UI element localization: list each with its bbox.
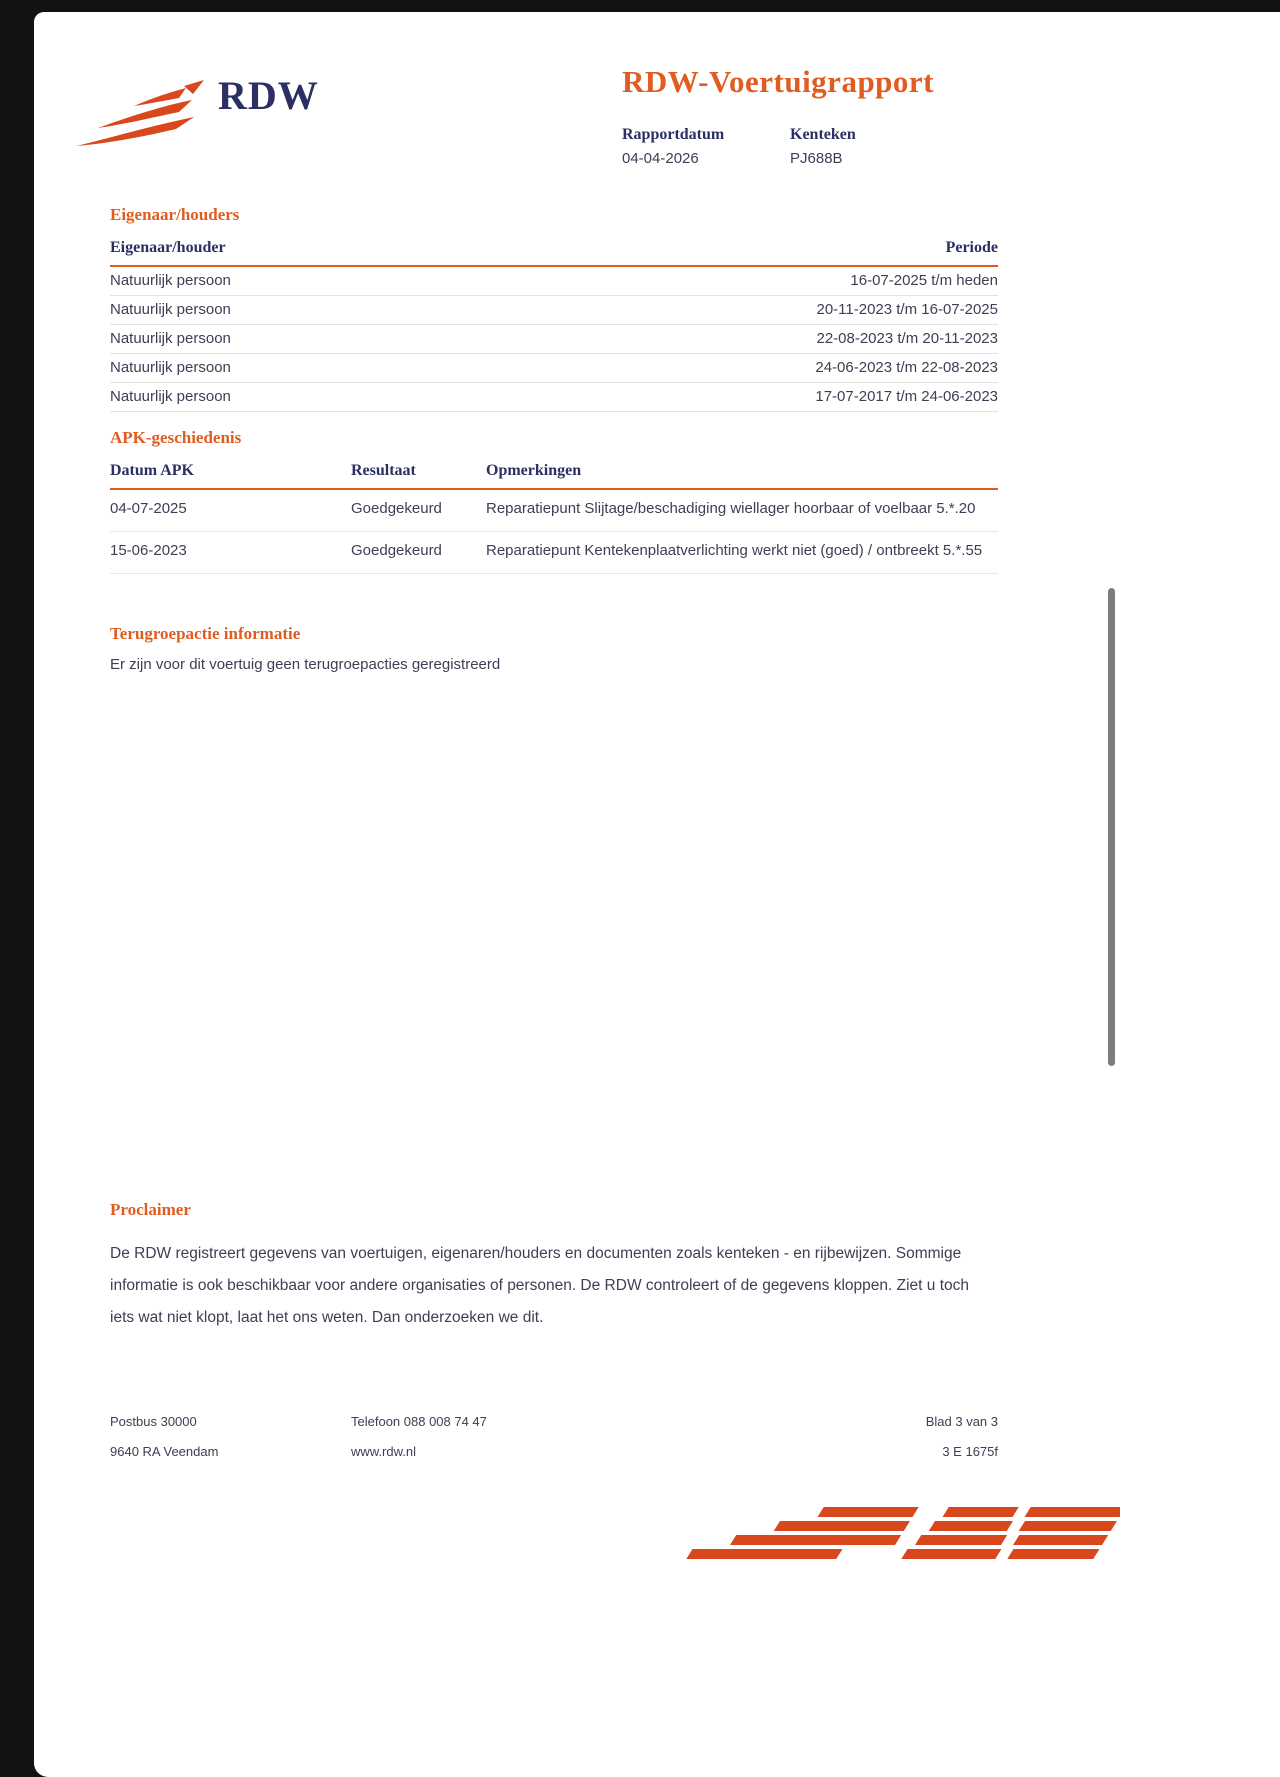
owner-cell: Natuurlijk persoon xyxy=(110,388,231,405)
apk-table xyxy=(110,458,998,574)
apk-col-result: Resultaat xyxy=(351,462,416,479)
recall-text: Er zijn voor dit voertuig geen terugroepacties geregistreerd xyxy=(110,656,501,673)
report-date-label: Rapportdatum xyxy=(622,126,725,143)
apk-section-title: APK-geschiedenis xyxy=(110,428,242,447)
owners-col-period: Periode xyxy=(945,239,998,256)
apk-section xyxy=(110,428,998,574)
period-cell: 22-08-2023 t/m 20-11-2023 xyxy=(816,330,998,347)
page-title: RDW-Voertuigrapport xyxy=(622,64,935,99)
document-page xyxy=(34,12,1280,1777)
apk-date-cell: 15-06-2023 xyxy=(110,541,187,559)
owners-section xyxy=(110,205,998,412)
owner-cell: Natuurlijk persoon xyxy=(110,330,231,347)
license-plate-value: PJ688B xyxy=(790,150,843,167)
apk-remarks-cell: Reparatiepunt Slijtage/beschadiging wiellager hoorbaar of voelbaar 5.*.20 xyxy=(486,500,976,517)
apk-table-header xyxy=(110,458,998,490)
report-date-value: 04-04-2026 xyxy=(622,150,699,167)
recall-section-title: Terugroepactie informatie xyxy=(110,624,301,643)
table-row xyxy=(110,490,998,532)
apk-result-cell: Goedgekeurd xyxy=(351,541,442,559)
footer-website: www.rdw.nl xyxy=(351,1444,417,1459)
scrollbar-thumb[interactable] xyxy=(1108,588,1115,1066)
owners-col-owner: Eigenaar/houder xyxy=(110,239,226,256)
footer-page-indicator: Blad 3 van 3 xyxy=(925,1414,998,1429)
owner-cell: Natuurlijk persoon xyxy=(110,359,231,376)
owner-cell: Natuurlijk persoon xyxy=(110,272,231,289)
apk-col-remarks: Opmerkingen xyxy=(486,462,582,479)
proclaimer-text: De RDW registreert gegevens van voertuigen, eigenaren/houders en documenten zoals kenteken - en rijbewijzen. Sommige informatie is ook beschikbaar voor andere organisaties of personen. De RDW controleert of de gegevens kloppen. Ziet u toch iets wat niet klopt, laat het ons weten. Dan onderzoeken we dit. xyxy=(110,1245,970,1326)
table-row xyxy=(110,532,998,574)
owners-section-title: Eigenaar/houders xyxy=(110,205,240,224)
proclaimer-section xyxy=(110,1200,998,1333)
owners-table-header xyxy=(110,235,998,267)
period-cell: 17-07-2017 t/m 24-06-2023 xyxy=(815,388,998,405)
period-cell: 24-06-2023 t/m 22-08-2023 xyxy=(815,359,998,376)
period-cell: 16-07-2025 t/m heden xyxy=(850,272,998,289)
apk-result-cell: Goedgekeurd xyxy=(351,500,442,517)
rdw-logo-text: RDW xyxy=(218,73,319,118)
license-plate-block xyxy=(790,126,856,167)
owner-cell: Natuurlijk persoon xyxy=(110,301,231,318)
period-cell: 20-11-2023 t/m 16-07-2025 xyxy=(816,301,998,318)
recall-section xyxy=(110,624,998,673)
table-row xyxy=(110,296,998,325)
table-row xyxy=(110,325,998,354)
owners-table xyxy=(110,235,998,412)
table-row xyxy=(110,354,998,383)
apk-col-date: Datum APK xyxy=(110,462,194,479)
report-date-block xyxy=(622,126,724,167)
proclaimer-title: Proclaimer xyxy=(110,1200,191,1219)
table-row xyxy=(110,383,998,412)
footer-address-line1: Postbus 30000 xyxy=(110,1414,197,1429)
apk-remarks-cell: Reparatiepunt Kentekenplaatverlichting werkt niet (goed) / ontbreekt 5.*.55 xyxy=(486,541,983,559)
license-plate-label: Kenteken xyxy=(790,126,856,143)
footer-form-code: 3 E 1675f xyxy=(942,1444,998,1459)
rdw-stripes-icon xyxy=(650,1505,1120,1567)
apk-date-cell: 04-07-2025 xyxy=(110,500,187,517)
footer-phone: Telefoon 088 008 74 47 xyxy=(351,1414,487,1429)
table-row xyxy=(110,267,998,296)
footer-address-line2: 9640 RA Veendam xyxy=(110,1444,219,1459)
